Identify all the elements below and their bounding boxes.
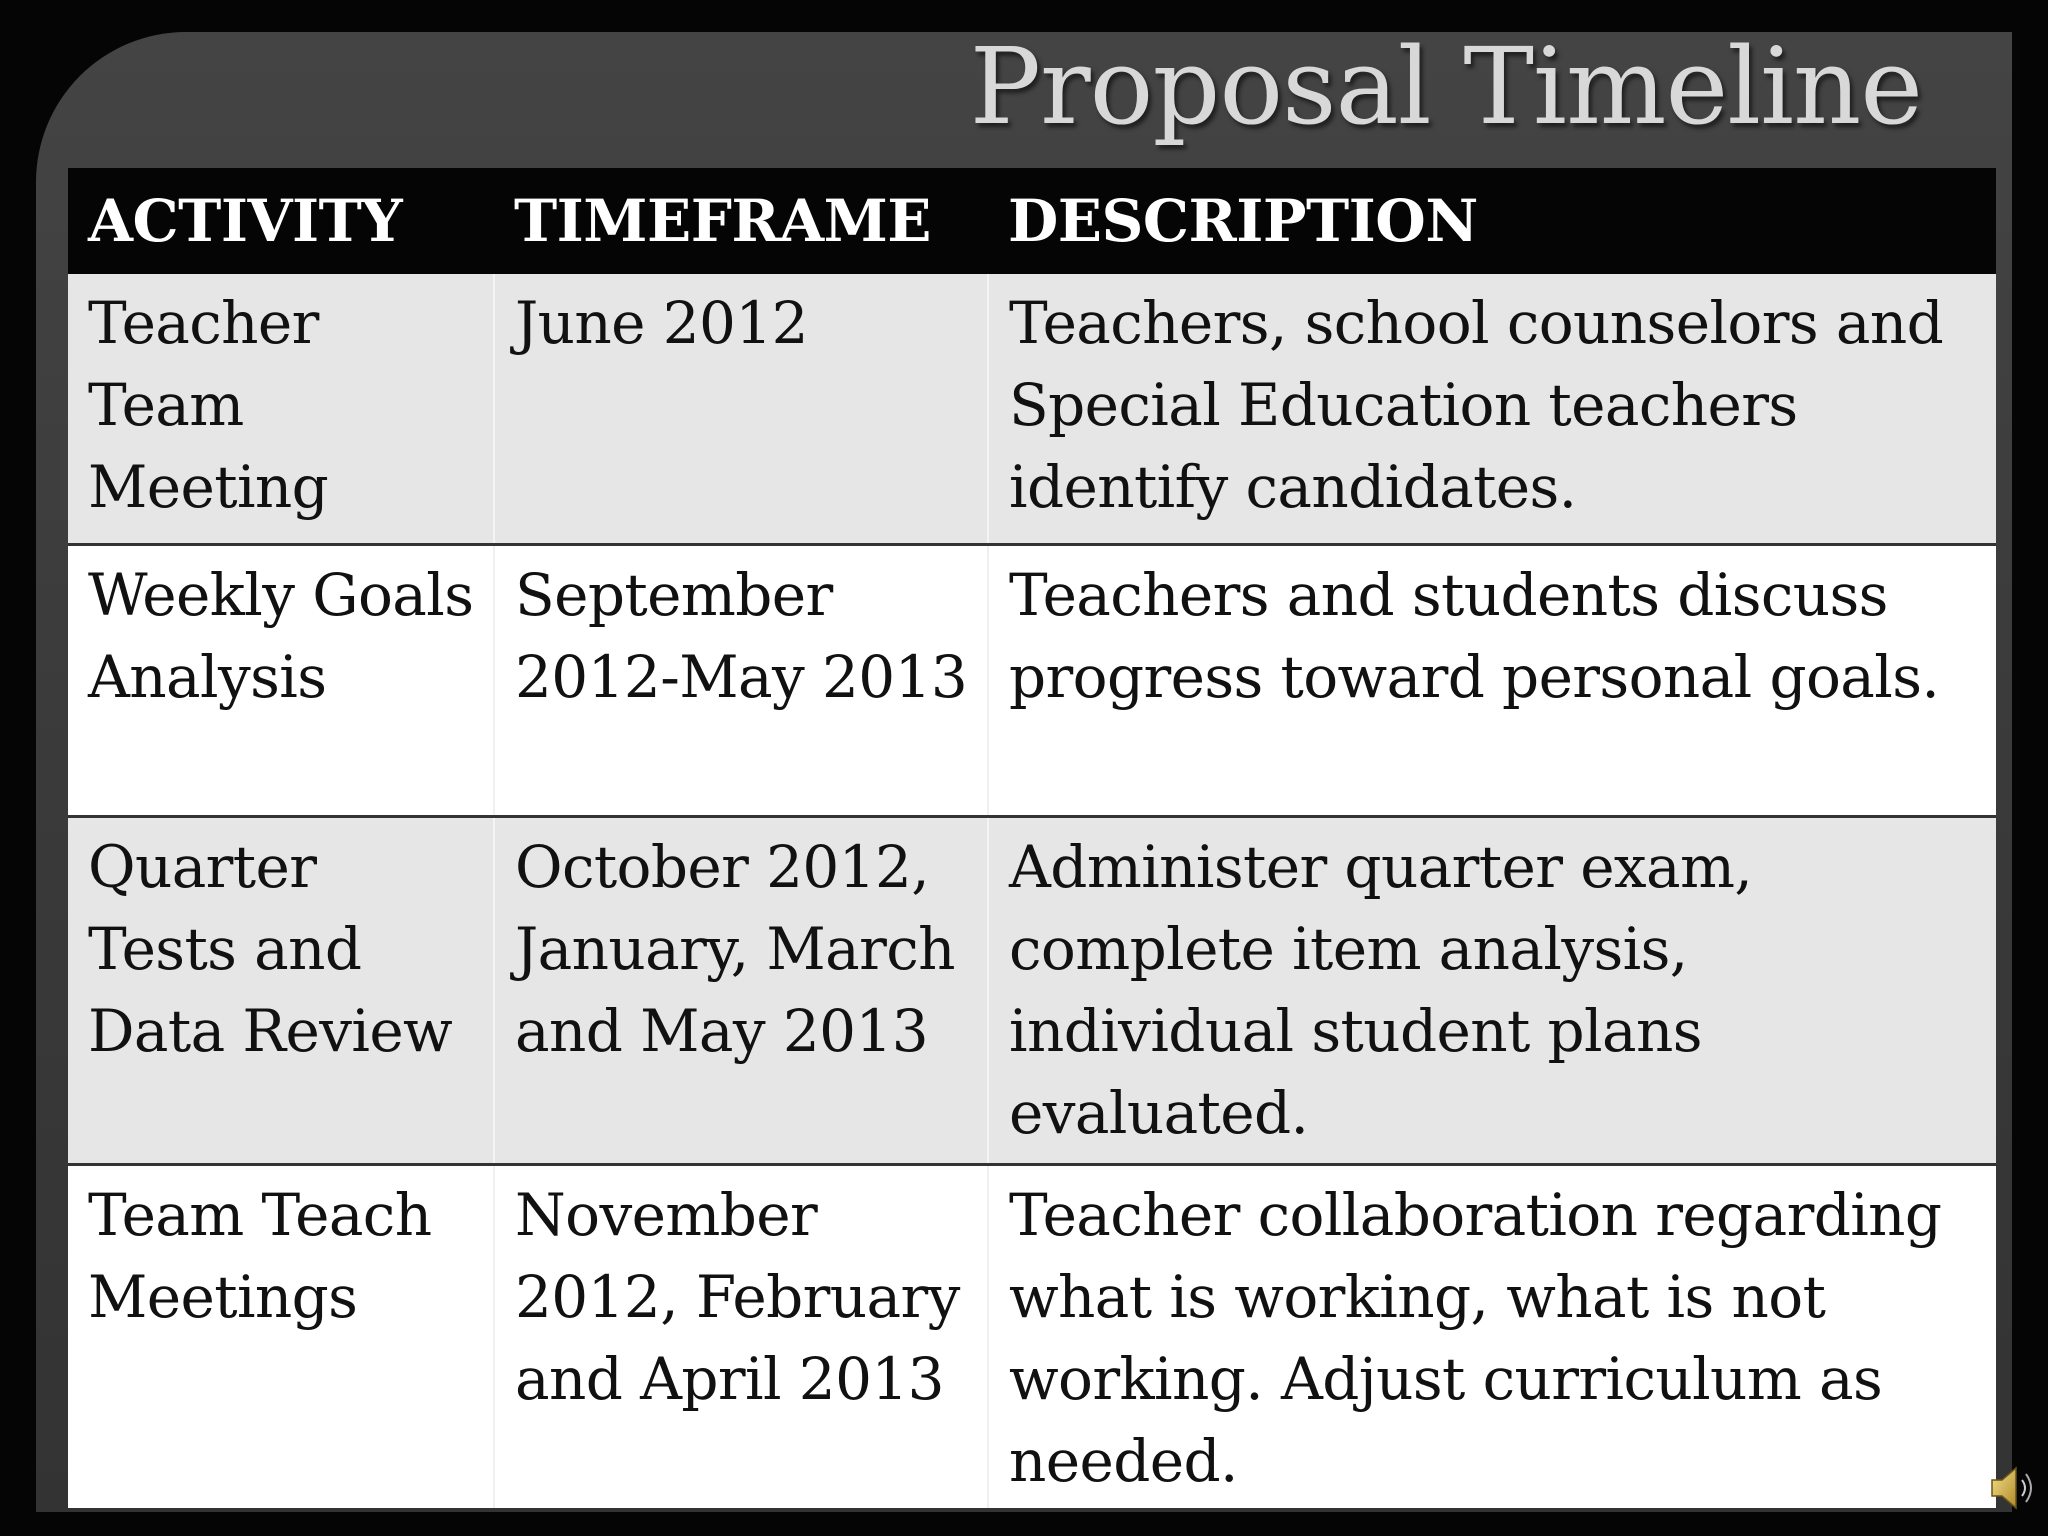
speaker-icon[interactable] (1988, 1460, 2040, 1516)
table-row (68, 1164, 1996, 1508)
table-row (68, 274, 1996, 544)
timeframe-cell: September 2012-May 2013 (494, 544, 988, 816)
activity-cell: Quarter Tests and Data Review (88, 832, 453, 1065)
header-timeframe: TIMEFRAME (514, 187, 931, 255)
timeline-table-container (68, 168, 1996, 1508)
description-cell: Teachers and students discuss progress toward personal goals. (988, 544, 1996, 816)
description-cell: Administer quarter exam, complete item analysis, individual student plans evaluated. (988, 816, 1996, 1164)
description-cell: Teacher collaboration regarding what is working, what is not working. Adjust curriculum as needed. (988, 1164, 1996, 1508)
timeframe-cell: June 2012 (494, 274, 988, 544)
table-row (68, 544, 1996, 816)
timeframe-cell: October 2012, January, March and May 2013 (494, 816, 988, 1164)
header-activity: ACTIVITY (88, 187, 403, 255)
table-header-row (68, 168, 1996, 274)
header-description: DESCRIPTION (1008, 187, 1478, 255)
activity-cell: Weekly Goals Analysis (88, 560, 474, 711)
slide-title: Proposal Timeline (969, 25, 1922, 148)
timeline-table (68, 168, 1996, 1508)
description-cell: Teachers, school counselors and Special Education teachers identify candidates. (988, 274, 1996, 544)
table-row (68, 816, 1996, 1164)
timeframe-cell: November 2012, February and April 2013 (494, 1164, 988, 1508)
activity-cell: Teacher Team Meeting (88, 289, 329, 521)
activity-cell: Team Teach Meetings (88, 1180, 432, 1331)
